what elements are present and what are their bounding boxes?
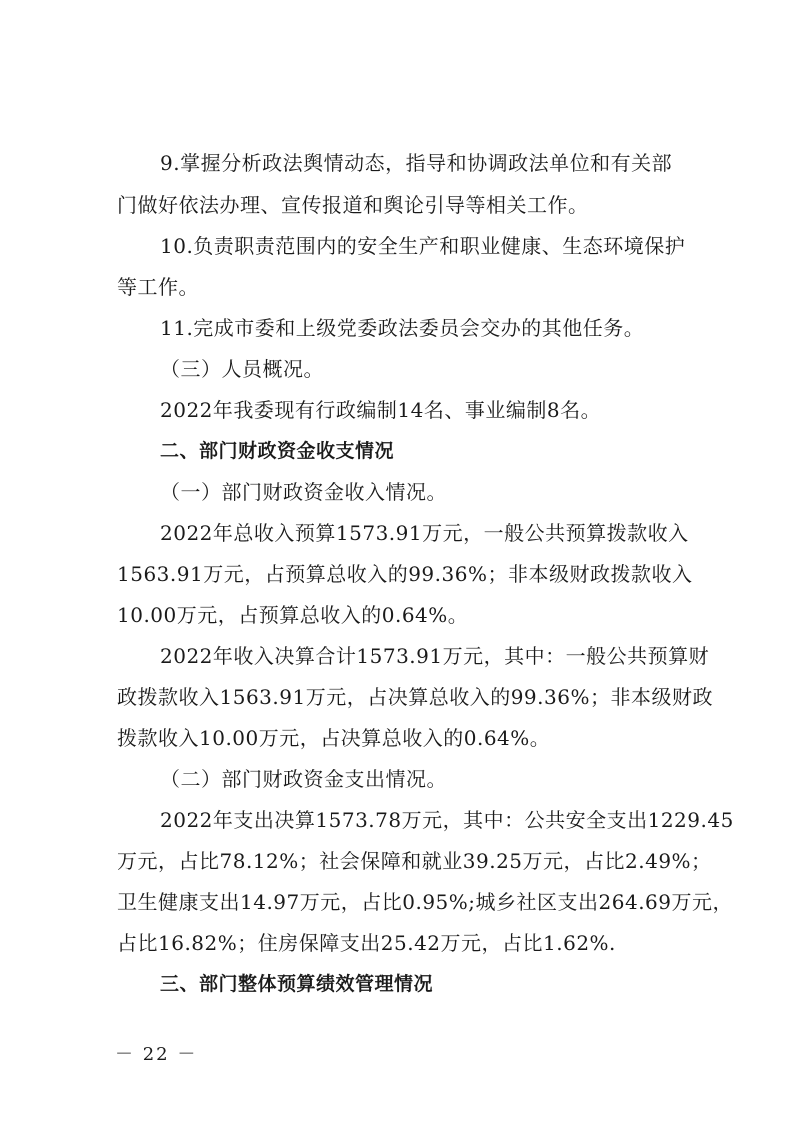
income-budget-line-3: 10.00万元，占预算总收入的0.64%。 [117, 603, 469, 627]
subsection-1-title: （一）部门财政资金收入情况。 [160, 480, 447, 504]
item-9-line-1: 9.掌握分析政法舆情动态，指导和协调政法单位和有关部 [160, 151, 673, 175]
subsection-3-title: （三）人员概况。 [160, 357, 324, 381]
staff-paragraph: 2022年我委现有行政编制14名、事业编制8名。 [160, 398, 602, 422]
item-10-line-2: 等工作。 [117, 275, 199, 299]
expenditure-line-4: 占比16.82%；住房保障支出25.42万元，占比1.62%. [117, 931, 616, 955]
item-9-line-2: 门做好依法办理、宣传报道和舆论引导等相关工作。 [117, 193, 589, 217]
section-3-heading: 三、部门整体预算绩效管理情况 [160, 973, 434, 995]
subsection-2-title: （二）部门财政资金支出情况。 [160, 767, 447, 791]
expenditure-line-1: 2022年支出决算1573.78万元，其中：公共安全支出1229.45 [160, 808, 734, 832]
section-2-heading: 二、部门财政资金收支情况 [160, 440, 395, 462]
income-budget-line-2: 1563.91万元，占预算总收入的99.36%；非本级财政拨款收入 [117, 562, 693, 586]
income-final-line-3: 拨款收入10.00万元，占决算总收入的0.64%。 [117, 726, 551, 750]
income-budget-line-1: 2022年总收入预算1573.91万元，一般公共预算拨款收入 [160, 521, 689, 545]
expenditure-line-3: 卫生健康支出14.97万元，占比0.95%;城乡社区支出264.69万元， [117, 890, 734, 914]
income-final-line-2: 政拨款收入1563.91万元，占决算总收入的99.36%；非本级财政 [117, 685, 713, 709]
expenditure-line-2: 万元，占比78.12%；社会保障和就业39.25万元，占比2.49%； [117, 849, 712, 873]
page-number: － 22 － [115, 1044, 198, 1065]
item-10-line-1: 10.负责职责范围内的安全生产和职业健康、生态环境保护 [160, 234, 686, 258]
item-11-line-1: 11.完成市委和上级党委政法委员会交办的其他任务。 [160, 316, 645, 340]
income-final-line-1: 2022年收入决算合计1573.91万元，其中：一般公共预算财 [160, 644, 710, 668]
